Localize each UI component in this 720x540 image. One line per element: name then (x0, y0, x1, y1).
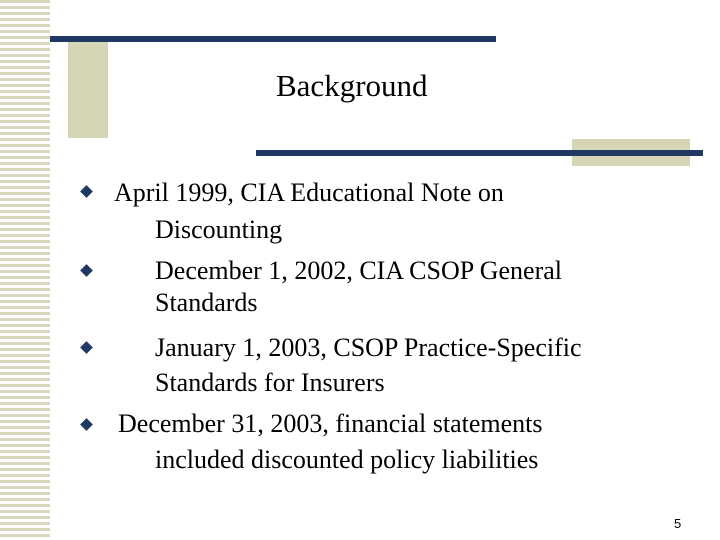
bullet-4-line-2: included discounted policy liabilities (155, 445, 539, 474)
diamond-bullet-icon (80, 418, 93, 431)
diamond-bullet-icon (80, 341, 93, 354)
bullet-1-line-2: Discounting (155, 215, 283, 244)
diamond-bullet-icon (80, 264, 93, 277)
bullet-2-line-2: Standards (155, 288, 258, 317)
bullet-3-line-2: Standards for Insurers (155, 368, 385, 397)
diamond-bullet-icon (80, 185, 93, 198)
bullet-1-line-1: April 1999, CIA Educational Note on (114, 178, 504, 207)
slide-title: Background (276, 68, 428, 103)
bullet-2-line-1: December 1, 2002, CIA CSOP General (155, 256, 563, 285)
bullet-4-line-1: December 31, 2003, financial statements (118, 409, 543, 438)
bullet-3-line-1: January 1, 2003, CSOP Practice-Specific (155, 333, 582, 362)
page-number: 5 (674, 516, 682, 531)
